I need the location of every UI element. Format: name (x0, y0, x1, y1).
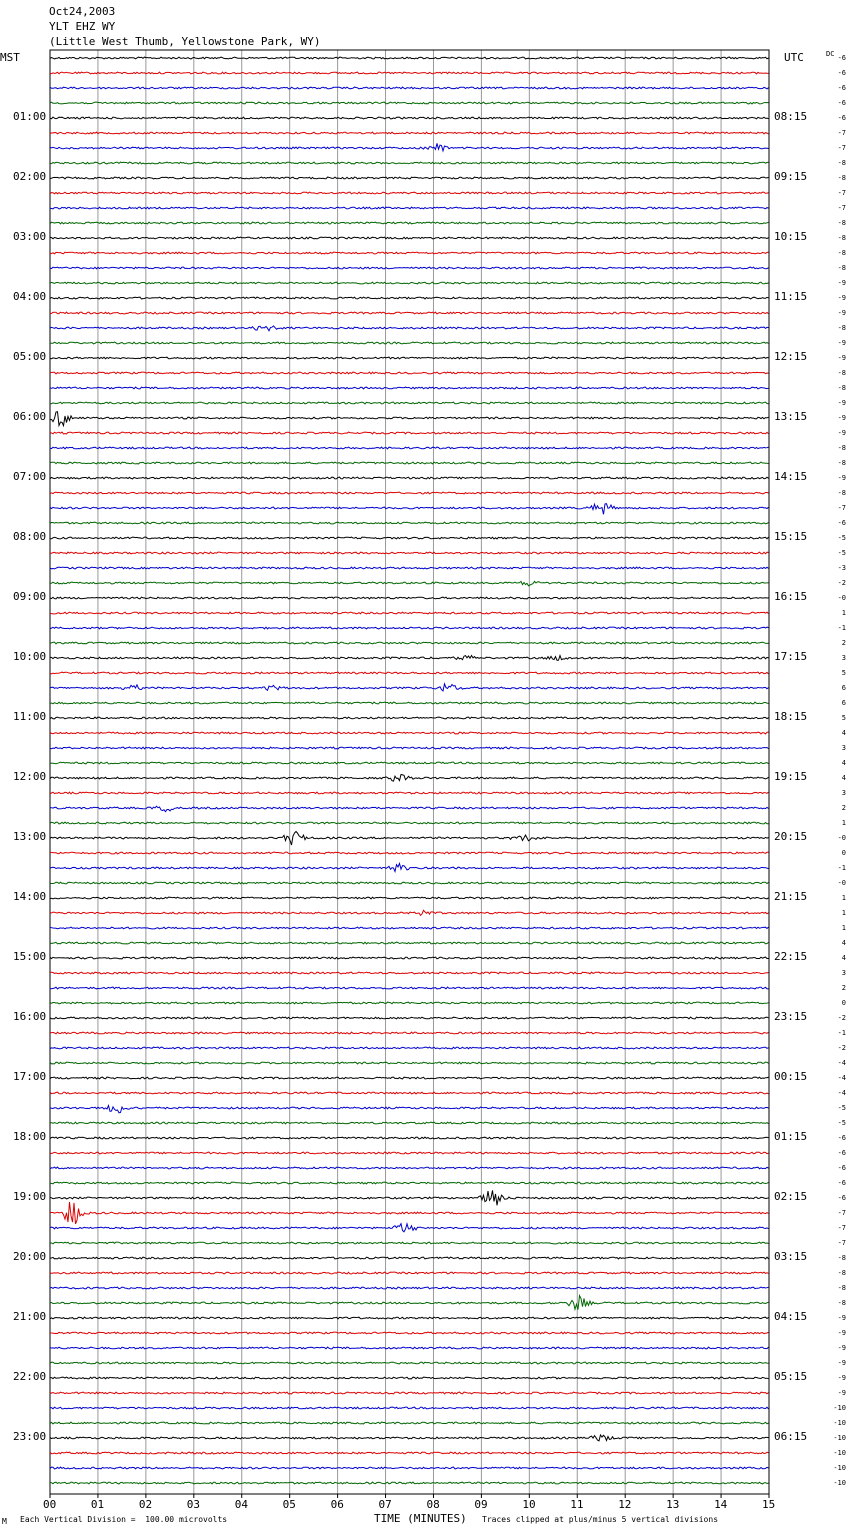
trace-70 (50, 1106, 769, 1113)
dc-offset-label: -6 (837, 519, 846, 527)
dc-offset-label: -8 (837, 174, 846, 182)
trace-43 (50, 702, 769, 704)
dc-offset-label: -8 (837, 384, 846, 392)
left-hour-label: 14:00 (13, 890, 47, 903)
x-tick-label: 13 (666, 1498, 680, 1511)
right-hour-label: 20:15 (774, 830, 808, 843)
trace-82 (50, 1287, 769, 1289)
trace-36 (50, 597, 769, 599)
dc-offset-label: -9 (837, 294, 846, 302)
dc-offset-label: -1 (837, 1029, 846, 1037)
right-hour-label: 00:15 (774, 1070, 808, 1083)
trace-49 (50, 792, 769, 794)
x-tick-label: 15 (762, 1498, 776, 1511)
trace-91 (50, 1422, 769, 1424)
trace-90 (50, 1407, 769, 1409)
trace-57 (50, 910, 769, 915)
trace-95 (50, 1482, 769, 1484)
trace-11 (50, 222, 769, 224)
left-hour-label: 13:00 (13, 830, 47, 843)
dc-offset-label: -9 (837, 399, 846, 407)
trace-79 (50, 1242, 769, 1244)
dc-offset-label: -0 (837, 834, 846, 842)
trace-38 (50, 627, 769, 629)
trace-88 (50, 1377, 769, 1379)
dc-offset-label: -6 (837, 84, 846, 92)
trace-48 (50, 775, 769, 782)
trace-17 (50, 312, 769, 314)
trace-77 (50, 1202, 769, 1224)
dc-offset-label: -8 (837, 234, 846, 242)
header-date: Oct24,2003 (49, 5, 116, 18)
trace-7 (50, 162, 769, 164)
right-hour-label: 03:15 (774, 1250, 808, 1263)
trace-94 (50, 1467, 769, 1469)
trace-4 (50, 117, 769, 119)
trace-26 (50, 447, 769, 449)
trace-24 (50, 412, 769, 426)
dc-offset-label: -9 (837, 1389, 846, 1397)
dc-offset-label: -9 (837, 1314, 846, 1322)
dc-offset-label: -6 (837, 69, 846, 77)
trace-54 (50, 863, 769, 871)
x-tick-label: 12 (618, 1498, 632, 1511)
dc-offset-label: -6 (837, 54, 846, 62)
dc-offset-label: -4 (837, 1089, 846, 1097)
dc-offset-label: 1 (841, 909, 846, 917)
left-hour-label: 09:00 (13, 590, 47, 603)
left-hour-label: 04:00 (13, 290, 47, 303)
footer-mark: M (2, 1517, 7, 1526)
left-hour-label: 03:00 (13, 230, 47, 243)
left-hour-label: 06:00 (13, 410, 47, 423)
trace-6 (50, 143, 769, 151)
dc-offset-label: -1 (837, 864, 846, 872)
trace-81 (50, 1272, 769, 1274)
trace-29 (50, 492, 769, 494)
trace-23 (50, 402, 769, 404)
right-timezone-label: UTC (784, 51, 804, 64)
trace-67 (50, 1062, 769, 1064)
left-hour-label: 05:00 (13, 350, 47, 363)
x-tick-label: 03 (186, 1498, 201, 1511)
trace-3 (50, 102, 769, 104)
trace-85 (50, 1332, 769, 1334)
dc-offset-label: -10 (833, 1404, 846, 1412)
dc-offset-label: -6 (837, 1149, 846, 1157)
right-hour-label: 06:15 (774, 1430, 808, 1443)
trace-74 (50, 1167, 769, 1169)
trace-19 (50, 342, 769, 344)
right-hour-label: 14:15 (774, 470, 808, 483)
dc-offset-label: -10 (833, 1419, 846, 1427)
trace-13 (50, 252, 769, 254)
trace-64 (50, 1017, 769, 1019)
trace-32 (50, 537, 769, 539)
trace-45 (50, 732, 769, 734)
left-hour-label: 11:00 (13, 710, 47, 723)
dc-offset-label: -9 (837, 474, 846, 482)
trace-47 (50, 762, 769, 764)
footer-scale: Each Vertical Division = 100.00 microvolts (20, 1515, 228, 1524)
left-hour-label: 10:00 (13, 650, 47, 663)
dc-offset-label: 3 (841, 654, 846, 662)
trace-25 (50, 432, 769, 434)
trace-15 (50, 282, 769, 284)
x-tick-label: 04 (234, 1498, 248, 1511)
trace-75 (50, 1182, 769, 1184)
trace-35 (50, 581, 769, 586)
dc-offset-label: 4 (841, 939, 846, 947)
left-hour-label: 19:00 (13, 1190, 47, 1203)
trace-16 (50, 297, 769, 299)
dc-offset-label: -8 (837, 324, 846, 332)
dc-offset-label: -8 (837, 1254, 846, 1262)
x-tick-label: 02 (138, 1498, 153, 1511)
dc-offset-label: -9 (837, 1374, 846, 1382)
trace-92 (50, 1435, 769, 1441)
trace-93 (50, 1452, 769, 1454)
left-hour-label: 22:00 (13, 1370, 47, 1383)
header-location: (Little West Thumb, Yellowstone Park, WY) (49, 35, 321, 48)
dc-label: DC (826, 50, 835, 58)
dc-offset-label: 0 (841, 999, 846, 1007)
right-hour-label: 19:15 (774, 770, 808, 783)
right-hour-label: 13:15 (774, 410, 808, 423)
left-hour-label: 01:00 (13, 110, 47, 123)
dc-offset-label: -2 (837, 1014, 846, 1022)
dc-offset-label: 1 (841, 894, 846, 902)
dc-offset-label: 3 (841, 969, 846, 977)
dc-offset-label: -8 (837, 444, 846, 452)
x-tick-label: 11 (570, 1498, 584, 1511)
trace-8 (50, 177, 769, 179)
dc-offset-label: -5 (837, 1104, 846, 1112)
trace-66 (50, 1047, 769, 1049)
x-tick-label: 08 (426, 1498, 440, 1511)
dc-offset-label: 4 (841, 729, 846, 737)
dc-offset-label: -4 (837, 1074, 846, 1082)
dc-offset-label: -8 (837, 249, 846, 257)
trace-39 (50, 642, 769, 644)
trace-87 (50, 1362, 769, 1364)
trace-33 (50, 552, 769, 554)
dc-offset-label: -4 (837, 1059, 846, 1067)
dc-offset-label: 2 (841, 639, 846, 647)
dc-offset-label: -7 (837, 144, 846, 152)
trace-86 (50, 1347, 769, 1349)
trace-18 (50, 326, 769, 331)
dc-offset-label: 2 (841, 804, 846, 812)
trace-50 (50, 806, 769, 812)
dc-offset-label: -8 (837, 1284, 846, 1292)
left-hour-label: 12:00 (13, 770, 47, 783)
trace-78 (50, 1224, 769, 1232)
dc-offset-label: -8 (837, 264, 846, 272)
trace-61 (50, 972, 769, 974)
x-tick-label: 00 (43, 1498, 57, 1511)
trace-80 (50, 1257, 769, 1259)
dc-offset-label: -8 (837, 369, 846, 377)
right-hour-label: 16:15 (774, 590, 808, 603)
trace-2 (50, 87, 769, 89)
dc-offset-label: 5 (841, 669, 846, 677)
dc-offset-label: -7 (837, 189, 846, 197)
dc-offset-label: -0 (837, 879, 846, 887)
right-hour-label: 18:15 (774, 710, 808, 723)
dc-offset-label: 4 (841, 774, 846, 782)
left-hour-label: 08:00 (13, 530, 47, 543)
trace-63 (50, 1002, 769, 1004)
dc-offset-label: -9 (837, 414, 846, 422)
trace-42 (50, 684, 769, 691)
dc-offset-label: -9 (837, 1344, 846, 1352)
trace-5 (50, 132, 769, 134)
dc-offset-label: -8 (837, 159, 846, 167)
trace-44 (50, 717, 769, 719)
trace-68 (50, 1077, 769, 1079)
dc-offset-label: -7 (837, 129, 846, 137)
header-station: YLT EHZ WY (49, 20, 116, 33)
right-hour-label: 22:15 (774, 950, 808, 963)
left-hour-label: 07:00 (13, 470, 47, 483)
trace-52 (50, 832, 769, 846)
dc-offset-label: -6 (837, 1179, 846, 1187)
trace-56 (50, 897, 769, 899)
dc-offset-label: -6 (837, 1134, 846, 1142)
x-tick-label: 01 (90, 1498, 105, 1511)
trace-73 (50, 1152, 769, 1154)
dc-offset-label: -9 (837, 429, 846, 437)
dc-offset-label: -8 (837, 459, 846, 467)
trace-27 (50, 462, 769, 464)
trace-46 (50, 747, 769, 749)
dc-offset-label: -6 (837, 114, 846, 122)
left-hour-label: 20:00 (13, 1250, 47, 1263)
trace-28 (50, 477, 769, 479)
right-hour-label: 15:15 (774, 530, 808, 543)
right-hour-label: 10:15 (774, 230, 808, 243)
trace-9 (50, 192, 769, 194)
trace-72 (50, 1137, 769, 1139)
dc-offset-label: 3 (841, 789, 846, 797)
trace-65 (50, 1032, 769, 1034)
right-hour-label: 17:15 (774, 650, 808, 663)
dc-offset-label: -6 (837, 1164, 846, 1172)
x-tick-label: 14 (714, 1498, 728, 1511)
dc-offset-label: -9 (837, 309, 846, 317)
right-hour-label: 05:15 (774, 1370, 808, 1383)
trace-58 (50, 927, 769, 929)
dc-offset-label: -9 (837, 1329, 846, 1337)
left-hour-label: 02:00 (13, 170, 47, 183)
trace-14 (50, 267, 769, 269)
dc-offset-label: -10 (833, 1434, 846, 1442)
trace-20 (50, 357, 769, 359)
trace-83 (50, 1296, 769, 1310)
dc-offset-label: 5 (841, 714, 846, 722)
trace-51 (50, 822, 769, 824)
right-hour-label: 01:15 (774, 1130, 808, 1143)
trace-1 (50, 72, 769, 74)
dc-offset-label: -7 (837, 204, 846, 212)
trace-71 (50, 1122, 769, 1124)
dc-offset-label: -5 (837, 1119, 846, 1127)
dc-offset-label: -3 (837, 564, 846, 572)
right-hour-label: 12:15 (774, 350, 808, 363)
dc-offset-label: -5 (837, 534, 846, 542)
x-tick-label: 05 (282, 1498, 296, 1511)
dc-offset-label: 2 (841, 984, 846, 992)
dc-offset-label: -0 (837, 594, 846, 602)
trace-84 (50, 1317, 769, 1319)
trace-37 (50, 612, 769, 614)
trace-76 (50, 1190, 769, 1205)
dc-offset-label: -2 (837, 579, 846, 587)
trace-62 (50, 987, 769, 989)
trace-55 (50, 882, 769, 884)
trace-59 (50, 942, 769, 944)
trace-30 (50, 504, 769, 515)
dc-offset-label: 1 (841, 609, 846, 617)
dc-offset-label: 6 (841, 684, 846, 692)
x-tick-label: 07 (378, 1498, 392, 1511)
trace-69 (50, 1092, 769, 1094)
trace-34 (50, 567, 769, 569)
trace-21 (50, 372, 769, 374)
right-hour-label: 04:15 (774, 1310, 808, 1323)
dc-offset-label: -6 (837, 99, 846, 107)
trace-31 (50, 522, 769, 524)
dc-offset-label: 6 (841, 699, 846, 707)
right-hour-label: 02:15 (774, 1190, 808, 1203)
dc-offset-label: 3 (841, 744, 846, 752)
dc-offset-label: -8 (837, 489, 846, 497)
left-hour-label: 18:00 (13, 1130, 47, 1143)
dc-offset-label: -9 (837, 339, 846, 347)
trace-0 (50, 57, 769, 59)
footer-clip: Traces clipped at plus/minus 5 vertical divisions (482, 1515, 719, 1524)
x-axis-title: TIME (MINUTES) (374, 1512, 467, 1525)
dc-offset-label: 1 (841, 924, 846, 932)
dc-offset-label: -10 (833, 1449, 846, 1457)
dc-offset-label: 4 (841, 954, 846, 962)
trace-40 (50, 656, 769, 661)
left-hour-label: 15:00 (13, 950, 47, 963)
dc-offset-label: -7 (837, 1224, 846, 1232)
trace-10 (50, 207, 769, 209)
dc-offset-label: -2 (837, 1044, 846, 1052)
x-tick-label: 06 (330, 1498, 344, 1511)
left-hour-label: 17:00 (13, 1070, 47, 1083)
dc-offset-label: -9 (837, 354, 846, 362)
dc-offset-label: -10 (833, 1479, 846, 1487)
dc-offset-label: 1 (841, 819, 846, 827)
dc-offset-label: -10 (833, 1464, 846, 1472)
right-hour-label: 09:15 (774, 170, 808, 183)
trace-89 (50, 1392, 769, 1394)
right-hour-label: 23:15 (774, 1010, 808, 1023)
dc-offset-label: -9 (837, 1359, 846, 1367)
trace-22 (50, 387, 769, 389)
right-hour-label: 21:15 (774, 890, 808, 903)
dc-offset-label: -7 (837, 504, 846, 512)
left-timezone-label: MST (0, 51, 20, 64)
left-hour-label: 21:00 (13, 1310, 47, 1323)
trace-12 (50, 237, 769, 239)
dc-offset-label: -7 (837, 1209, 846, 1217)
dc-offset-label: -5 (837, 549, 846, 557)
dc-offset-label: -8 (837, 1269, 846, 1277)
dc-offset-label: 0 (841, 849, 846, 857)
trace-41 (50, 672, 769, 674)
x-tick-label: 10 (522, 1498, 536, 1511)
dc-offset-label: -9 (837, 279, 846, 287)
left-hour-label: 16:00 (13, 1010, 47, 1023)
dc-offset-label: -1 (837, 624, 846, 632)
left-hour-label: 23:00 (13, 1430, 47, 1443)
right-hour-label: 08:15 (774, 110, 808, 123)
x-tick-label: 09 (474, 1498, 488, 1511)
plot-frame (50, 50, 769, 1494)
dc-offset-label: -7 (837, 1239, 846, 1247)
dc-offset-label: -8 (837, 219, 846, 227)
dc-offset-label: 4 (841, 759, 846, 767)
dc-offset-label: -8 (837, 1299, 846, 1307)
trace-60 (50, 957, 769, 959)
dc-offset-label: -6 (837, 1194, 846, 1202)
trace-53 (50, 852, 769, 854)
right-hour-label: 11:15 (774, 290, 808, 303)
